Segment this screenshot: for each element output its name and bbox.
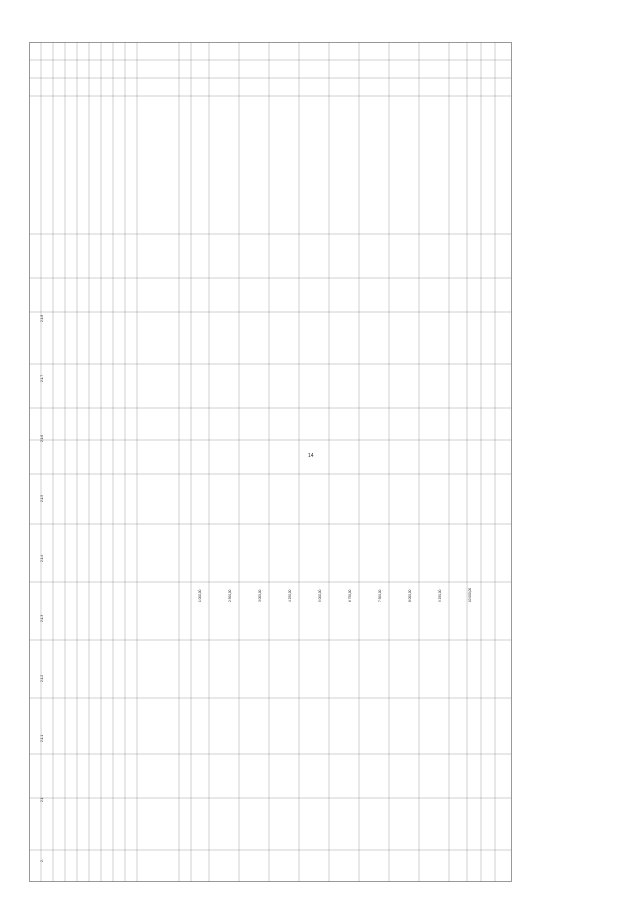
page-number: 14	[308, 453, 314, 459]
row-id: 2.1	[40, 797, 44, 802]
value-cell: 4 250,00	[288, 589, 292, 602]
row-id: 2.1.6	[40, 434, 44, 442]
value-cell: 1 000,00	[198, 589, 202, 602]
value-cell: 8 000,00	[408, 589, 412, 602]
table-grid	[29, 42, 512, 882]
row-id: 2.1.5	[40, 494, 44, 502]
value-cell: 3 000,00	[258, 589, 262, 602]
value-cell: 7 500,00	[378, 589, 382, 602]
row-id: 2.1.3	[40, 614, 44, 622]
value-cell: 10 000,00	[468, 587, 472, 602]
row-id: 2.1.8	[40, 314, 44, 322]
row-id: 2.1.4	[40, 554, 44, 562]
value-cell: 2 500,00	[228, 589, 232, 602]
row-id: 2.1.1	[40, 734, 44, 742]
rotated-table-sheet	[29, 42, 512, 882]
row-id: 2.1.7	[40, 374, 44, 382]
value-cell: 6 750,00	[348, 589, 352, 602]
row-id: 2.	[40, 859, 44, 862]
value-cell: 5 000,00	[318, 589, 322, 602]
value-cell: 9 250,00	[438, 589, 442, 602]
row-id: 2.1.2	[40, 674, 44, 682]
